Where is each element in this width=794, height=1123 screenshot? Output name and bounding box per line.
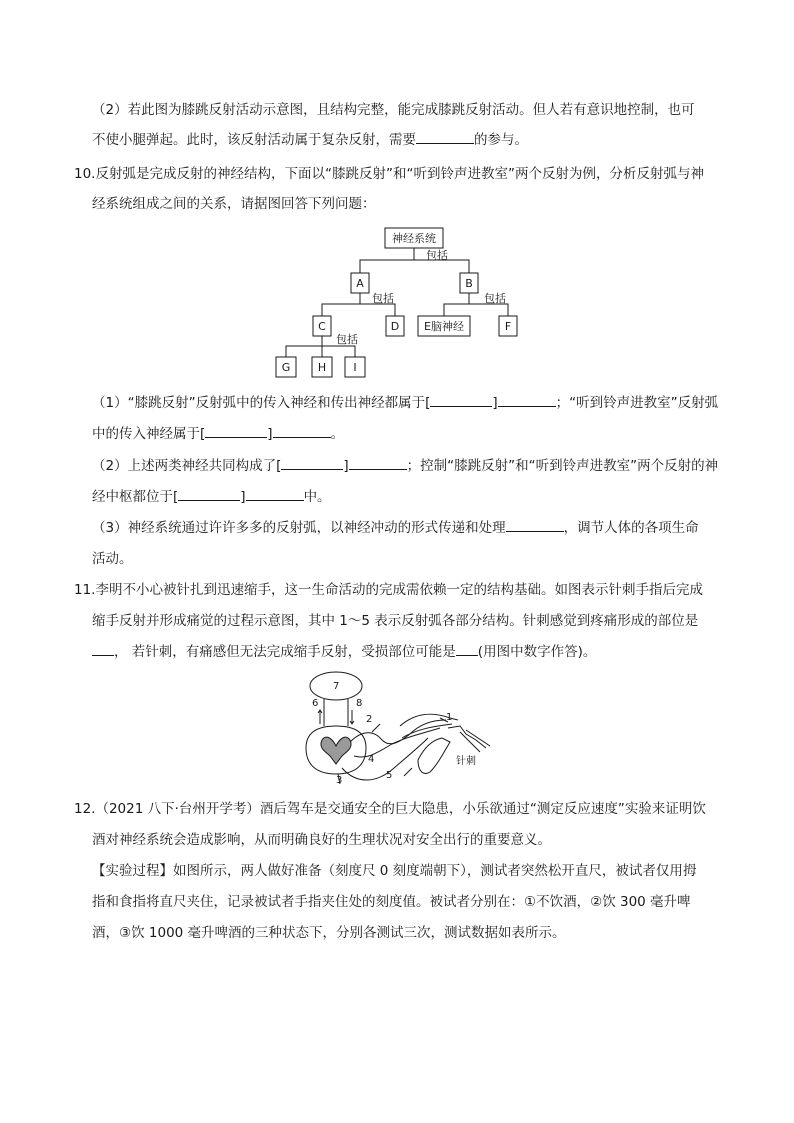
q11-line-2: 缩手反射并形成痛觉的过程示意图，其中 1～5 表示反射弧各部分结构。针刺感觉到疼痛形成的部位是: [92, 613, 699, 629]
q11-line-3-end: (用图中数字作答)。: [477, 644, 597, 660]
bracket: ]: [343, 458, 349, 474]
reflex-arc-figure: [300, 668, 496, 786]
q10-line-2: 经系统组成之间的关系，请据图回答下列问题：: [92, 196, 376, 212]
answer-blank[interactable]: [430, 394, 492, 407]
answer-blank[interactable]: [92, 643, 114, 656]
label-includes-4: 包括: [336, 333, 358, 346]
q10-sub2-line-2: [92, 488, 331, 506]
q9-line-1: （2）若此图为膝跳反射活动示意图，且结构完整，能完成膝跳反射活动。但人若有意识地控制，也可: [92, 102, 695, 118]
q9-line-2-end: 的参与。: [474, 132, 528, 148]
q12-line-2: 酒对神经系统会造成影响，从而明确良好的生理状况对安全出行的重要意义。: [92, 832, 551, 848]
q10-sub3-line-2: 活动。: [92, 551, 133, 567]
q12-line-4: 指和食指将直尺夹住，记录被试者手指夹住处的刻度值。被试者分别在：①不饮酒，②饮 300 毫升啤: [92, 894, 691, 910]
q10-sub2-text-d: 中。: [303, 489, 331, 505]
q9-line-2-text: 不使小腿弹起。此时，该反射活动属于复杂反射，需要: [92, 132, 416, 148]
q11-line-3-text: ， 若针刺，有痛感但无法完成缩手反射，受损部位可能是: [114, 644, 456, 660]
bracket: ]: [267, 426, 273, 442]
q10-sub1-text-c: 中的传入神经属于[: [92, 426, 206, 442]
q10-sub1-line-2: [92, 425, 344, 443]
q12-line-5: 酒，③饮 1000 毫升啤酒的三种状态下，分别各测试三次，测试数据如表所示。: [92, 925, 566, 941]
q10-sub3-line-1: [92, 519, 699, 537]
label-4: 4: [368, 754, 375, 765]
answer-blank[interactable]: [416, 131, 474, 144]
q10-sub1-line-1: [92, 394, 718, 412]
answer-blank[interactable]: [456, 643, 478, 656]
label-f: F: [504, 320, 512, 333]
q12-line-1: 12.（2021 八下·台州开学考）酒后驾车是交通安全的巨大隐患，小乐欲通过“测定反应速度”实验来证明饮: [74, 801, 706, 817]
label-5: 5: [386, 770, 393, 781]
label-d: D: [390, 320, 400, 333]
answer-blank[interactable]: [205, 425, 267, 438]
q10-sub3-text-a: （3）神经系统通过许许多多的反射弧，以神经冲动的形式传递和处理: [92, 520, 506, 536]
answer-blank[interactable]: [178, 488, 240, 501]
q10-sub2-text-c: 经中枢都位于[: [92, 489, 179, 505]
label-e: E脑神经: [424, 320, 464, 333]
label-6: 6: [312, 698, 319, 709]
q10-sub2-text-a: （2）上述两类神经共同构成了[: [92, 458, 282, 474]
answer-blank[interactable]: [273, 425, 331, 438]
label-root: 神经系统: [392, 232, 436, 245]
q10-sub3-text-b: ，调节人体的各项生命: [563, 520, 699, 536]
label-includes-2: 包括: [372, 292, 394, 305]
label-2: 2: [366, 714, 373, 725]
q10-line-1: 10.反射弧是完成反射的神经结构，下面以“膝跳反射”和“听到铃声进教室”两个反射为例，分析反射弧与神: [74, 166, 704, 182]
label-8: 8: [356, 698, 363, 709]
q11-line-1: 11.李明不小心被针扎到迅速缩手，这一生命活动的完成需依赖一定的结构基础。如图表示针刺手指后完成: [74, 582, 703, 598]
label-g: G: [281, 361, 291, 374]
nervous-system-tree-diagram: [270, 222, 530, 382]
label-i: I: [353, 361, 357, 374]
answer-blank[interactable]: [506, 519, 564, 532]
label-h: H: [317, 361, 327, 374]
answer-blank[interactable]: [498, 394, 556, 407]
label-a: A: [356, 277, 364, 290]
q9-line-2: [92, 131, 528, 149]
q10-sub1-text-a: （1）“膝跳反射”反射弧中的传入神经和传出神经都属于[: [92, 395, 431, 411]
bracket: ]: [492, 395, 498, 411]
answer-blank[interactable]: [349, 457, 407, 470]
answer-blank[interactable]: [246, 488, 304, 501]
label-includes-1: 包括: [426, 249, 448, 262]
label-7: 7: [333, 681, 340, 692]
answer-blank[interactable]: [281, 457, 343, 470]
label-b: B: [465, 277, 473, 290]
q10-sub2-text-b: ；控制“膝跳反射”和“听到铃声进教室”两个反射的神: [406, 458, 719, 474]
label-needle: 针刺: [456, 756, 476, 767]
q10-sub2-line-1: [92, 457, 718, 475]
label-3: 3: [336, 775, 343, 786]
label-c: C: [318, 320, 326, 333]
period: 。: [330, 426, 345, 442]
label-1: 1: [446, 712, 453, 723]
q12-line-3: 【实验过程】如图所示，两人做好准备（刻度尺 0 刻度端朝下），测试者突然松开直尺，被试者仅用拇: [92, 863, 697, 879]
q10-sub1-text-b: ；“听到铃声进教室”反射弧: [555, 395, 719, 411]
q11-line-3: [92, 643, 596, 661]
label-includes-3: 包括: [484, 292, 506, 305]
bracket: ]: [240, 489, 246, 505]
